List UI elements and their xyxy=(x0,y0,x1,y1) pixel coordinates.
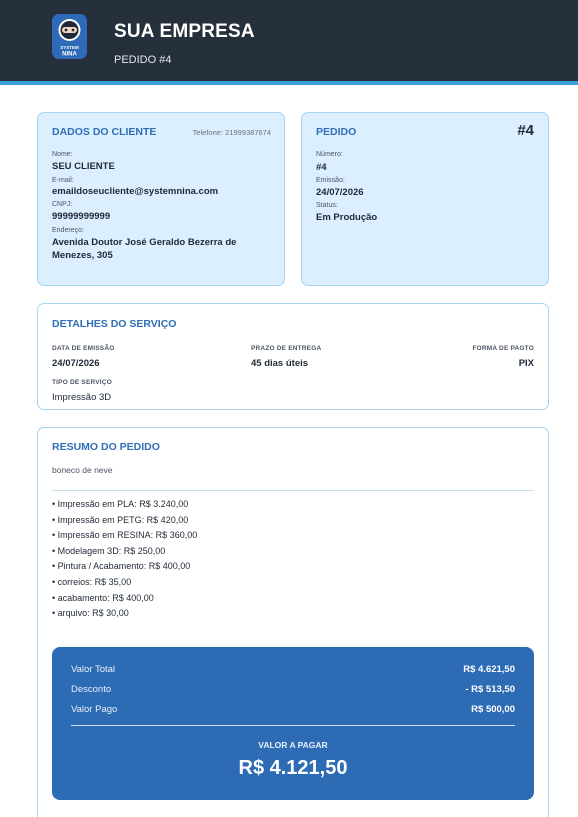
company-logo xyxy=(52,14,87,59)
client-email-label: E-mail: xyxy=(52,177,74,184)
header xyxy=(0,0,578,85)
client-address-line1: Avenida Doutor José Geraldo Bezerra de xyxy=(52,237,237,248)
summary-item-list xyxy=(52,497,197,622)
discount-label: Desconto xyxy=(71,684,112,695)
order-number: #4 xyxy=(316,162,327,173)
summary-item: • correios: R$ 35,00 xyxy=(52,575,197,591)
service-payment-label: FORMA DE PAGTO xyxy=(472,345,534,352)
total-value: R$ 4.621,50 xyxy=(463,664,515,675)
client-name: SEU CLIENTE xyxy=(52,161,115,172)
summary-item: • Impressão em RESINA: R$ 360,00 xyxy=(52,528,197,544)
logo-text-system: SYSTEM xyxy=(60,45,79,50)
ninja-mascot-icon xyxy=(52,14,87,59)
amount-due-label: VALOR A PAGAR xyxy=(258,740,328,750)
order-status-label: Status: xyxy=(316,202,338,209)
paid-label: Valor Pago xyxy=(71,704,118,715)
summary-item: • Impressão em PETG: R$ 420,00 xyxy=(52,513,197,529)
company-name: SUA EMPRESA xyxy=(114,21,255,42)
service-issue-label: DATA DE EMISSÃO xyxy=(52,345,115,352)
service-details-card xyxy=(37,303,549,410)
order-card-title: PEDIDO xyxy=(316,126,357,138)
order-subtitle: PEDIDO #4 xyxy=(114,54,172,66)
client-cnpj-label: CNPJ: xyxy=(52,201,73,208)
service-type: Impressão 3D xyxy=(52,392,112,403)
totals-divider xyxy=(71,725,515,726)
order-description: boneco de neve xyxy=(52,465,113,475)
order-issue-date: 24/07/2026 xyxy=(316,187,364,198)
client-name-label: Nome: xyxy=(52,151,73,158)
order-summary-title: RESUMO DO PEDIDO xyxy=(52,441,160,453)
discount-value: - R$ 513,50 xyxy=(465,684,515,695)
client-address-line2: Menezes, 305 xyxy=(52,250,113,261)
order-card xyxy=(301,112,549,286)
total-label: Valor Total xyxy=(71,664,116,675)
service-type-label: TIPO DE SERVIÇO xyxy=(52,379,112,386)
service-details-title: DETALHES DO SERVIÇO xyxy=(52,318,177,330)
client-cnpj: 99999999999 xyxy=(52,211,111,222)
service-deadline: 45 dias úteis xyxy=(251,358,309,369)
summary-item: • Impressão em PLA: R$ 3.240,00 xyxy=(52,497,197,513)
client-phone: Telefone: 21999387674 xyxy=(192,128,271,137)
client-card xyxy=(37,112,285,286)
totals-panel xyxy=(52,647,534,800)
summary-item: • Pintura / Acabamento: R$ 400,00 xyxy=(52,559,197,575)
client-email: emaildoseucliente@systemnina.com xyxy=(52,186,219,197)
client-card-title: DADOS DO CLIENTE xyxy=(52,126,157,138)
order-number-label: Número: xyxy=(316,151,343,158)
service-deadline-label: PRAZO DE ENTREGA xyxy=(251,345,322,352)
service-issue-date: 24/07/2026 xyxy=(52,358,100,369)
summary-divider xyxy=(52,490,534,491)
paid-value: R$ 500,00 xyxy=(471,704,515,715)
client-address-label: Endereço: xyxy=(52,227,84,234)
summary-item: • arquivo: R$ 30,00 xyxy=(52,606,197,622)
amount-due-value: R$ 4.121,50 xyxy=(238,757,348,779)
summary-item: • Modelagem 3D: R$ 250,00 xyxy=(52,544,197,560)
order-issue-label: Emissão: xyxy=(316,177,345,184)
order-status: Em Produção xyxy=(316,212,378,223)
logo-text-nina: NINA xyxy=(62,51,77,58)
summary-item: • acabamento: R$ 400,00 xyxy=(52,591,197,607)
order-number-badge: #4 xyxy=(517,122,534,139)
service-payment: PIX xyxy=(518,358,534,369)
